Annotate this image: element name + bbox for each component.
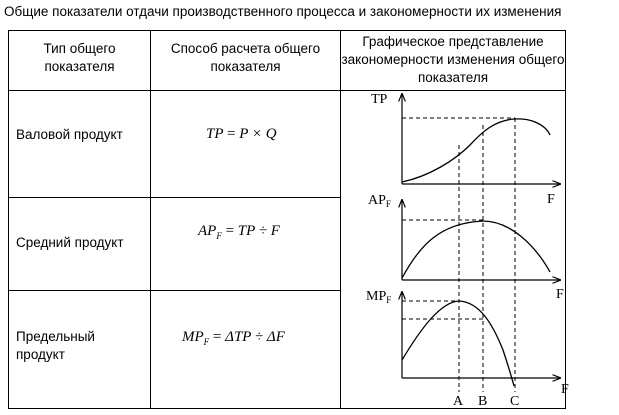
formula-equals: = bbox=[225, 223, 235, 239]
row-type-average: Средний продукт bbox=[16, 235, 124, 250]
tp-axis-label: TP bbox=[371, 92, 388, 107]
formula-gross-lhs: TP bbox=[206, 126, 224, 142]
page-title: Общие показатели отдачи производственного процесса и закономерности их изменения bbox=[4, 4, 562, 19]
mp-x-label: F bbox=[561, 382, 569, 397]
marker-b: B bbox=[478, 394, 488, 409]
formula-gross-rhs: P × Q bbox=[239, 126, 277, 142]
row-type-marginal: Предельный продукт bbox=[16, 329, 95, 362]
formula-equals: = bbox=[226, 126, 236, 142]
formula-average-lhs: AP bbox=[198, 223, 217, 239]
tp-curve bbox=[402, 119, 550, 182]
formula-equals: = bbox=[212, 329, 222, 345]
ap-label-main: AP bbox=[368, 193, 386, 208]
mp-label-main: MP bbox=[366, 289, 387, 304]
ap-x-label: F bbox=[556, 287, 564, 302]
ap-curve bbox=[402, 221, 550, 278]
formula-average-sub: F bbox=[216, 231, 222, 241]
header-type: Тип общего показателя bbox=[43, 41, 116, 74]
formula-average-rhs: TP ÷ F bbox=[237, 223, 280, 239]
formula-marginal-sub: F bbox=[203, 337, 210, 347]
marker-c: C bbox=[510, 394, 520, 409]
mp-axis-label bbox=[366, 289, 391, 305]
marker-a: A bbox=[453, 394, 464, 409]
formula-marginal-lhs: MP bbox=[182, 329, 204, 345]
mp-label-sub: F bbox=[386, 295, 392, 305]
row-type-gross: Валовой продукт bbox=[16, 127, 123, 142]
header-method: Способ расчета общего показателя bbox=[170, 41, 321, 74]
mp-curve bbox=[402, 301, 514, 386]
header-graph: Графическое представление закономерности изменения общего показателя bbox=[341, 34, 565, 85]
ap-axis-label bbox=[368, 193, 391, 209]
formula-marginal-rhs: ΔTP ÷ ΔF bbox=[225, 329, 285, 345]
tp-x-label: F bbox=[547, 192, 555, 207]
ap-label-sub: F bbox=[385, 199, 391, 209]
